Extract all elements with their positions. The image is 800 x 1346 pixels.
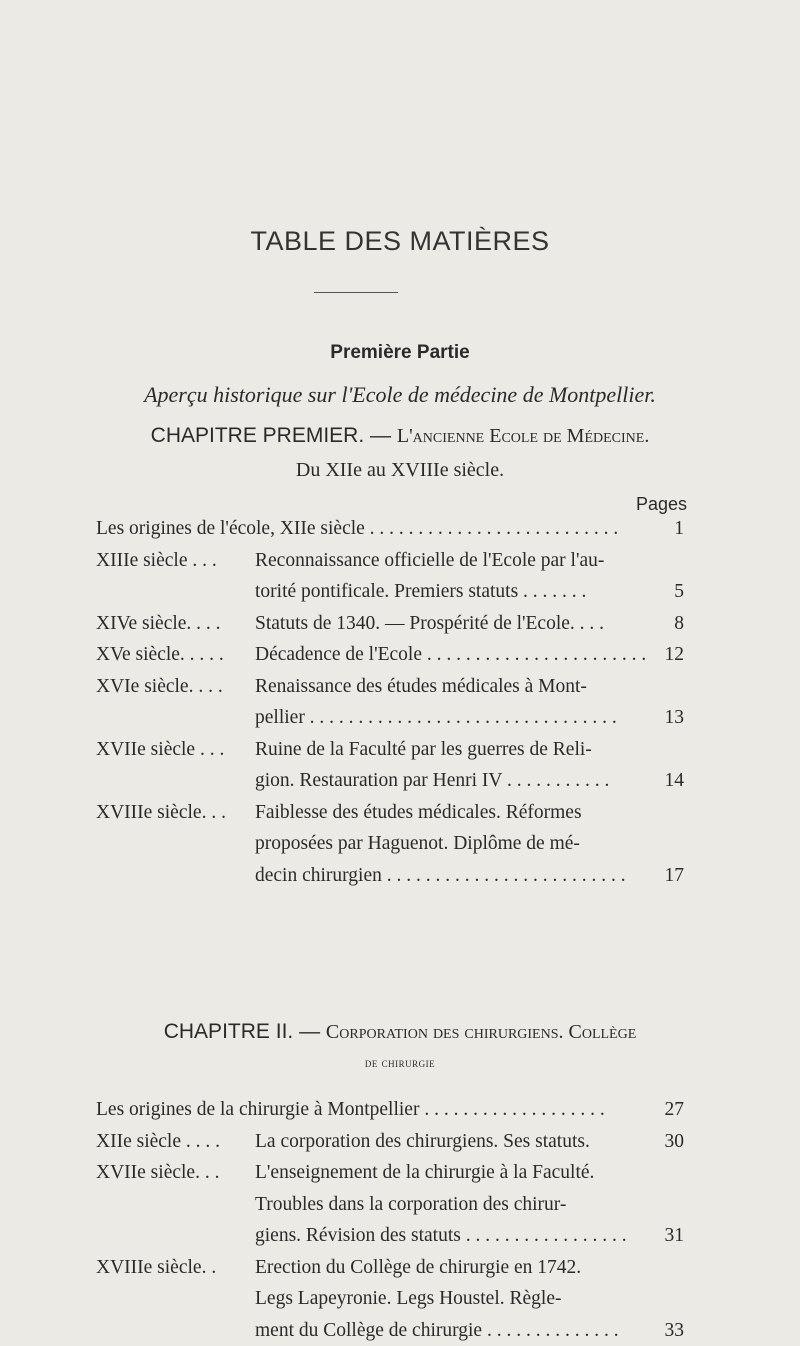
chapter-1-heading: [0, 424, 800, 448]
toc-entry-label: Les origines de l'école, XIIe siècle . . . . . . . . . . . . . . . . . . . . . . . . . .: [96, 513, 644, 545]
chapter-1-number: CHAPITRE PREMIER.: [151, 424, 365, 447]
chapter-2-name: Corporation des chirurgiens. Collège: [326, 1021, 636, 1043]
toc-entry-page: 13: [644, 702, 684, 734]
toc-entry: [96, 1283, 684, 1315]
toc-entry-page: 8: [644, 608, 684, 640]
toc-entry-text: Décadence de l'Ecole . . . . . . . . . . . . . . . . . . . . . . .: [255, 639, 644, 671]
toc-entry-text: Legs Lapeyronie. Legs Houstel. Règle-: [255, 1283, 644, 1315]
toc-entry-century: XIIIe siècle . . .: [96, 545, 217, 577]
chapter-2-dash: —: [293, 1020, 326, 1043]
toc-entry-text: Renaissance des études médicales à Mont-: [255, 671, 644, 703]
toc-entry: [96, 639, 684, 671]
toc-entry-text: Statuts de 1340. — Prospérité de l'Ecole. . . .: [255, 608, 644, 640]
toc-entry-page: 31: [644, 1220, 684, 1252]
chapter-1-name: L'ancienne Ecole de Médecine.: [397, 425, 649, 447]
toc-entry-text: Troubles dans la corporation des chirur-: [255, 1189, 644, 1221]
toc-entry-century: XVIIIe siècle. . .: [96, 797, 226, 829]
toc-entry-label: Les origines de la chirurgie à Montpellier . . . . . . . . . . . . . . . . . . .: [96, 1094, 644, 1126]
toc-entry: [96, 797, 684, 829]
toc-entry: [96, 1126, 684, 1158]
toc-entry-century: XIVe siècle. . . .: [96, 608, 221, 640]
toc-entry: [96, 671, 684, 703]
toc-entry: [96, 513, 684, 545]
toc-entry: [96, 734, 684, 766]
toc-entry-text: La corporation des chirurgiens. Ses statuts.: [255, 1126, 644, 1158]
toc-entry: [96, 765, 684, 797]
toc-entry-text: L'enseignement de la chirurgie à la Faculté.: [255, 1157, 644, 1189]
toc-entry-text: Reconnaissance officielle de l'Ecole par l'au-: [255, 545, 644, 577]
toc-entry-century: XIIe siècle . . . .: [96, 1126, 220, 1158]
toc-entry-page: 27: [644, 1094, 684, 1126]
page-title: TABLE DES MATIÈRES: [0, 226, 800, 257]
toc-entry-century: XVIIIe siècle. .: [96, 1252, 216, 1284]
toc-entry-page: 33: [644, 1315, 684, 1346]
toc-entry-text: pellier . . . . . . . . . . . . . . . . . . . . . . . . . . . . . . . .: [255, 702, 644, 734]
toc-entry-page: 5: [644, 576, 684, 608]
toc-entry-page: 17: [644, 860, 684, 892]
toc-entry-text: decin chirurgien . . . . . . . . . . . . . . . . . . . . . . . . .: [255, 860, 644, 892]
toc-entry-century: XVIe siècle. . . .: [96, 671, 223, 703]
toc-entry-text: Faiblesse des études médicales. Réformes: [255, 797, 644, 829]
chapter-2-heading: [0, 1020, 800, 1044]
chapter-1-dash: —: [364, 424, 397, 447]
chapter-1-period: Du XIIe au XVIIIe siècle.: [0, 459, 800, 482]
toc-entry: [96, 576, 684, 608]
toc-entry-text: ment du Collège de chirurgie . . . . . . . . . . . . . .: [255, 1315, 644, 1346]
title-divider: [314, 292, 398, 293]
toc-entry: [96, 1189, 684, 1221]
chapter-1-entries: [96, 513, 684, 891]
toc-entry-century: XVIIe siècle. . .: [96, 1157, 219, 1189]
pages-column-label: Pages: [636, 494, 687, 515]
toc-entry-text: torité pontificale. Premiers statuts . . . . . . .: [255, 576, 644, 608]
toc-entry-text: proposées par Haguenot. Diplôme de mé-: [255, 828, 644, 860]
toc-entry-text: Ruine de la Faculté par les guerres de Reli-: [255, 734, 644, 766]
chapter-2-number: CHAPITRE II.: [164, 1020, 294, 1043]
toc-entry-text: gion. Restauration par Henri IV . . . . . . . . . . .: [255, 765, 644, 797]
toc-entry: [96, 1094, 684, 1126]
chapter-2-entries: [96, 1094, 684, 1346]
toc-entry: [96, 1315, 684, 1346]
toc-entry: [96, 545, 684, 577]
part-heading: Première Partie: [0, 342, 800, 364]
part-subtitle: Aperçu historique sur l'Ecole de médecine de Montpellier.: [0, 382, 800, 408]
toc-entry-page: 12: [644, 639, 684, 671]
toc-entry: [96, 860, 684, 892]
toc-entry: [96, 1252, 684, 1284]
toc-entry-text: giens. Révision des statuts . . . . . . . . . . . . . . . . .: [255, 1220, 644, 1252]
toc-entry: [96, 608, 684, 640]
chapter-2-period: de chirurgie: [0, 1055, 800, 1071]
toc-entry-page: 1: [644, 513, 684, 545]
toc-entry: [96, 1220, 684, 1252]
toc-entry: [96, 828, 684, 860]
toc-entry-century: XVIIe siècle . . .: [96, 734, 224, 766]
toc-entry: [96, 702, 684, 734]
toc-entry-text: Erection du Collège de chirurgie en 1742.: [255, 1252, 644, 1284]
toc-entry-page: 14: [644, 765, 684, 797]
toc-entry-century: XVe siècle. . . . .: [96, 639, 224, 671]
toc-entry-page: 30: [644, 1126, 684, 1158]
toc-entry: [96, 1157, 684, 1189]
